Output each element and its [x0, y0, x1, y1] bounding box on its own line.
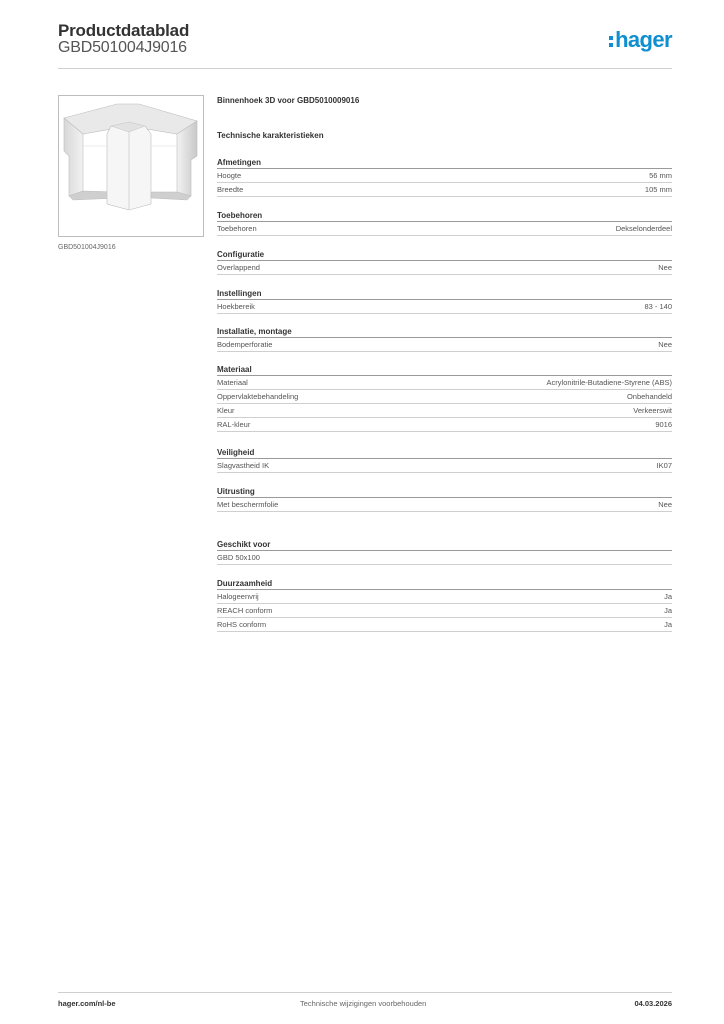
spec-label: Slagvastheid IK: [217, 461, 270, 470]
spec-section: [217, 364, 672, 432]
spec-label: Hoogte: [217, 171, 242, 180]
section-title: Toebehoren: [217, 210, 672, 222]
spec-row: [217, 498, 672, 512]
spec-label: Oppervlaktebehandeling: [217, 392, 299, 401]
spec-label: Overlappend: [217, 263, 260, 272]
spec-value: Ja: [664, 606, 672, 615]
section-title: Configuratie: [217, 249, 672, 261]
image-caption: GBD501004J9016: [58, 244, 116, 251]
spec-row: [217, 300, 672, 314]
spec-label: Kleur: [217, 406, 235, 415]
spec-row: [217, 459, 672, 473]
spec-row: [217, 551, 672, 565]
spec-value: Verkeerswit: [633, 406, 672, 415]
section-title: Uitrusting: [217, 486, 672, 498]
spec-label: Breedte: [217, 185, 244, 194]
spec-label: RAL-kleur: [217, 420, 251, 429]
spec-row: [217, 338, 672, 352]
corner-piece-illustration: [59, 96, 203, 236]
spec-row: [217, 618, 672, 632]
spec-value: Nee: [658, 340, 672, 349]
spec-label: Toebehoren: [217, 224, 257, 233]
product-name: Binnenhoek 3D voor GBD5010009016: [217, 96, 360, 105]
spec-row: [217, 183, 672, 197]
spec-value: 9016: [655, 420, 672, 429]
spec-section: [217, 539, 672, 565]
spec-section: [217, 326, 672, 352]
section-title: Duurzaamheid: [217, 578, 672, 590]
spec-section: [217, 157, 672, 197]
spec-row: [217, 376, 672, 390]
spec-value: IK07: [656, 461, 672, 470]
spec-row: [217, 404, 672, 418]
section-title: Veiligheid: [217, 447, 672, 459]
section-title: Installatie, montage: [217, 326, 672, 338]
spec-value: 56 mm: [649, 171, 672, 180]
spec-row: [217, 261, 672, 275]
spec-value: 105 mm: [644, 185, 672, 194]
spec-row: [217, 390, 672, 404]
spec-label: Hoekbereik: [217, 302, 255, 311]
spec-section: [217, 486, 672, 512]
spec-label: Met beschermfolie: [217, 500, 279, 509]
spec-value: Nee: [658, 263, 672, 272]
document-subtitle: GBD501004J9016: [58, 39, 187, 56]
spec-value: Onbehandeld: [626, 392, 672, 401]
spec-label: Materiaal: [217, 378, 248, 387]
spec-row: [217, 222, 672, 236]
spec-value: Ja: [664, 592, 672, 601]
spec-value: Nee: [658, 500, 672, 509]
footer-date: 04.03.2026: [634, 999, 672, 1008]
logo-dots-icon: [609, 36, 613, 47]
spec-label: REACH conform: [217, 606, 273, 615]
footer-website: hager.com/nl-be: [58, 999, 116, 1008]
spec-label: RoHS conform: [217, 620, 267, 629]
spec-label: Halogeenvrij: [217, 592, 259, 601]
spec-label: Bodemperforatie: [217, 340, 273, 349]
footer-notice: Technische wijzigingen voorbehouden: [300, 999, 427, 1008]
spec-row: [217, 418, 672, 432]
spec-value: Acrylonitrile-Butadiene-Styrene (ABS): [546, 378, 672, 387]
footer-divider: [58, 992, 672, 993]
spec-label: GBD 50x100: [217, 553, 260, 562]
section-title: Materiaal: [217, 364, 672, 376]
document-title: Productdatablad: [58, 21, 190, 40]
hager-logo: [609, 29, 672, 51]
spec-section: [217, 578, 672, 632]
section-title: Instellingen: [217, 288, 672, 300]
spec-row: [217, 590, 672, 604]
spec-value: Dekselonderdeel: [615, 224, 672, 233]
section-title: Afmetingen: [217, 157, 672, 169]
spec-value: 83 - 140: [644, 302, 672, 311]
spec-section: [217, 447, 672, 473]
spec-row: [217, 169, 672, 183]
header-divider: [58, 68, 672, 69]
spec-section: [217, 210, 672, 236]
product-image: [58, 95, 204, 237]
logo-text: hager: [615, 27, 672, 52]
spec-value: Ja: [664, 620, 672, 629]
section-title: Geschikt voor: [217, 539, 672, 551]
spec-section: [217, 288, 672, 314]
spec-section: [217, 249, 672, 275]
spec-heading: Technische karakteristieken: [217, 131, 324, 140]
spec-row: [217, 604, 672, 618]
